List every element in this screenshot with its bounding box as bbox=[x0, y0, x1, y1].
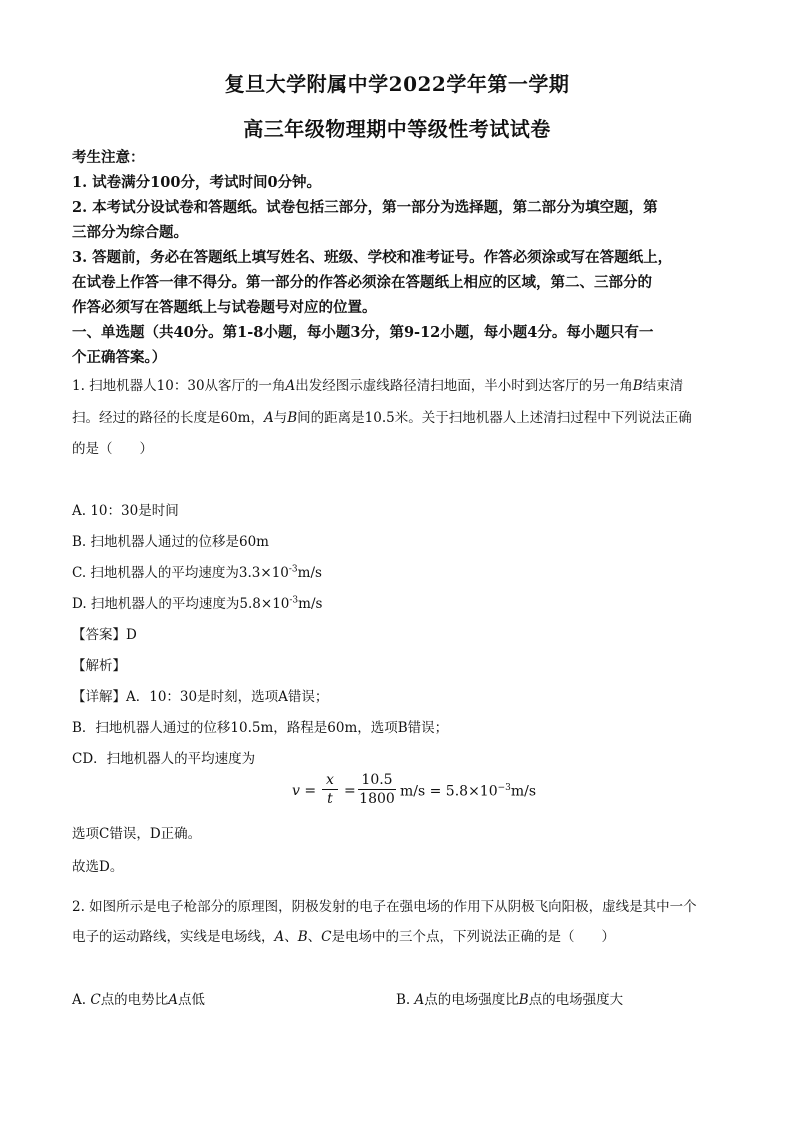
q2-option-b: B. A点的电场强度比B点的电场强度大 bbox=[396, 992, 624, 1008]
q2-option-a: A. C点的电势比A点低 bbox=[72, 992, 205, 1008]
q1-stem-line2: 扫。经过的路径的长度是60m，A与B间的距离是10.5米。关于扫地机器人上述清扫过程中下列说法正确 bbox=[72, 410, 692, 426]
q1-option-c: C. 扫地机器人的平均速度为$3.3\times 10^{-3}m/s$ bbox=[72, 564, 322, 581]
q2-stem-line1: 2. 如图所示是电子枪部分的原理图，阴极发射的电子在强电场的作用下从阴极飞向阳极，虚线是其中一个 bbox=[72, 899, 697, 915]
notice-item-3-cont2: 作答必须写在答题纸上与试卷题号对应的位置。 bbox=[72, 299, 377, 316]
q1-conclusion: 选项C错误，D正确。 bbox=[72, 826, 202, 842]
formula-equals: = bbox=[344, 783, 356, 799]
q1-detail-cd: CD．扫地机器人的平均速度为 bbox=[72, 751, 256, 767]
q1-option-d: D. 扫地机器人的平均速度为$5.8\times 10^{-3}m/s$ bbox=[72, 595, 323, 612]
q1-option-b: B. 扫地机器人通过的位移是60m bbox=[72, 534, 269, 550]
formula-fraction-values: $\frac{10.5}{1800}$ bbox=[359, 772, 395, 807]
q1-detail-b: B．扫地机器人通过的位移10.5m，路程是60m，选项B错误； bbox=[72, 720, 449, 736]
section-heading-cont: 个正确答案。） bbox=[72, 349, 167, 366]
q1-stem-line3: 的是（ ） bbox=[72, 441, 153, 457]
exam-title: 复旦大学附属中学2022学年第一学期 bbox=[224, 72, 570, 96]
q1-option-a: A. 10：30是时间 bbox=[72, 503, 179, 519]
q2-stem-line2: 电子的运动路线，实线是电场线，A、B、C是电场中的三个点，下列说法正确的是（ ） bbox=[72, 929, 616, 945]
q1-detail-a: 【详解】A．10：30是时刻，选项A错误； bbox=[72, 689, 329, 705]
notice-item-2: 2. 本考试分设试卷和答题纸。试卷包括三部分，第一部分为选择题，第二部分为填空题，第 bbox=[72, 199, 658, 216]
formula-rhs: $m/s = 5.8\times 10^{-3}m/s$ bbox=[400, 783, 537, 800]
notice-item-1: 1. 试卷满分100分，考试时间0分钟。 bbox=[72, 174, 322, 191]
q1-stem-line1: 1. 扫地机器人10：30从客厅的一角A出发经图示虚线路径清扫地面，半小时到达客厅的另一角B结束清 bbox=[72, 378, 684, 394]
q1-velocity-formula bbox=[292, 771, 552, 815]
section-heading: 一、单选题（共40分。第1-8小题，每小题3分，第9-12小题，每小题4分。每小题只有一 bbox=[72, 324, 654, 341]
formula-lhs: v = bbox=[292, 783, 317, 799]
q1-choose: 故选D。 bbox=[72, 859, 124, 875]
notice-item-2-cont: 三部分为综合题。 bbox=[72, 224, 188, 241]
notice-heading: 考生注意： bbox=[72, 149, 145, 166]
q1-answer: 【答案】D bbox=[72, 627, 137, 643]
notice-item-3-cont1: 在试卷上作答一律不得分。第一部分的作答必须涂在答题纸上相应的区域，第二、三部分的 bbox=[72, 274, 652, 291]
exam-subtitle: 高三年级物理期中等级性考试试卷 bbox=[243, 117, 551, 141]
notice-item-3: 3. 答题前，务必在答题纸上填写姓名、班级、学校和准考证号。作答必须涂或写在答题纸上， bbox=[72, 249, 673, 266]
formula-fraction-xt: $\frac{x}{t}$ bbox=[322, 771, 338, 808]
q1-analysis-label: 【解析】 bbox=[72, 658, 126, 674]
